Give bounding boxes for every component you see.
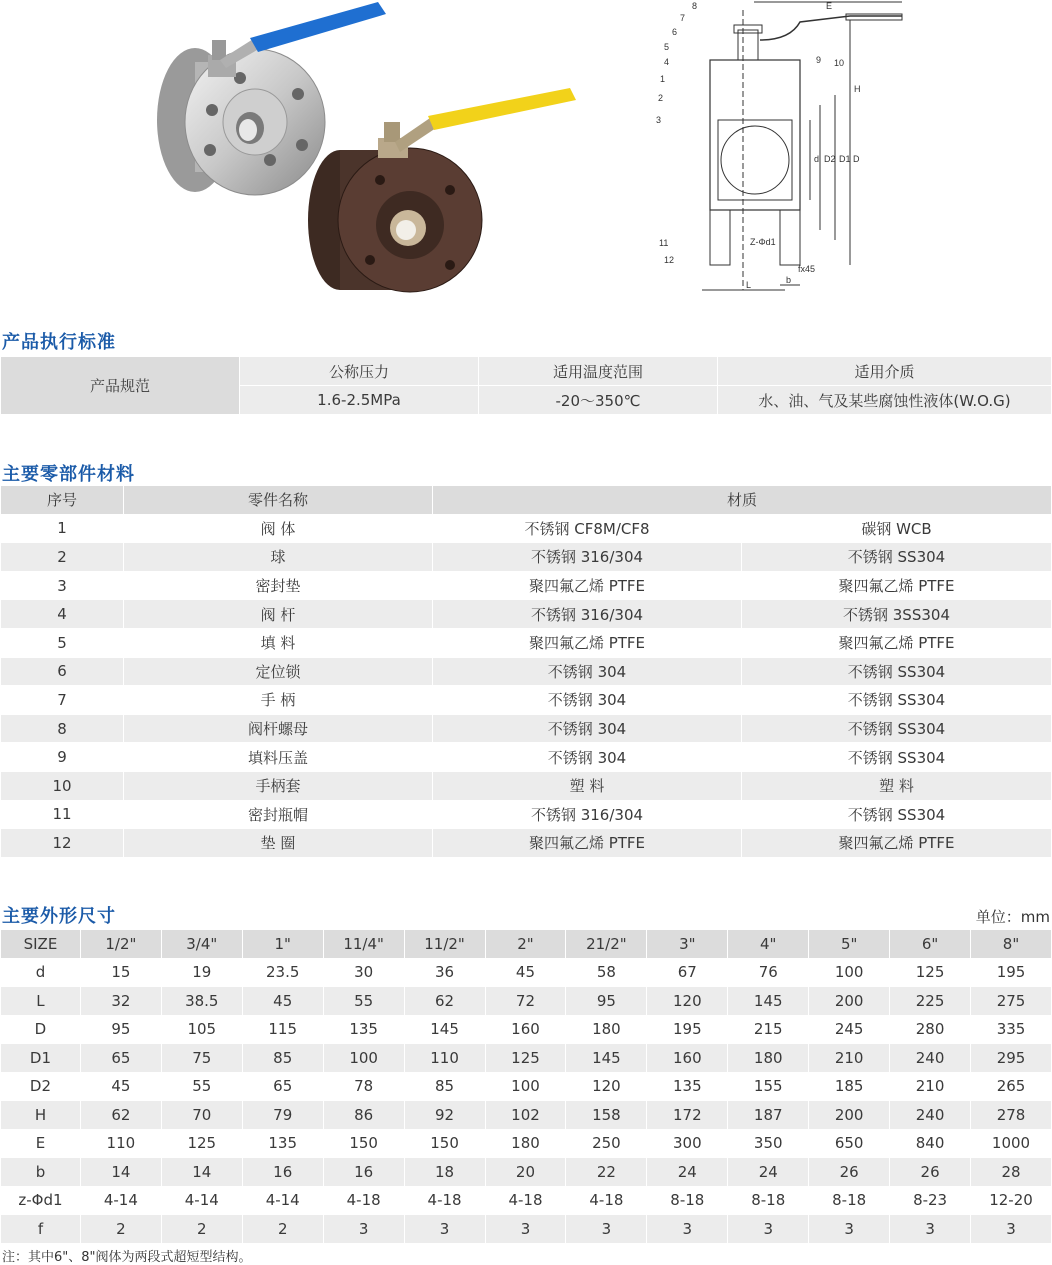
table-cell: 不锈钢 304 bbox=[547, 691, 627, 710]
table-cell: 55 bbox=[354, 991, 374, 1010]
materials-header: 序号 bbox=[46, 491, 77, 510]
table-cell: 16 bbox=[354, 1162, 374, 1181]
materials-section-title: 主要零部件材料 bbox=[2, 464, 135, 485]
table-cell: 58 bbox=[596, 963, 616, 982]
table-cell: 4-14 bbox=[265, 1191, 300, 1210]
drawing-part-label: 4 bbox=[664, 57, 670, 67]
table-row bbox=[1, 1044, 1051, 1072]
table-cell: 240 bbox=[915, 1048, 945, 1067]
materials-table bbox=[0, 485, 1052, 858]
unit-label: 单位：mm bbox=[975, 908, 1050, 926]
table-cell: 2 bbox=[57, 547, 67, 566]
dimensions-header-cell: 11/2" bbox=[424, 934, 465, 953]
table-cell: 密封瓶帽 bbox=[247, 805, 308, 824]
table-cell: 4-14 bbox=[103, 1191, 138, 1210]
table-cell: 295 bbox=[996, 1048, 1026, 1067]
table-cell: 62 bbox=[435, 991, 455, 1010]
table-cell: 55 bbox=[192, 1077, 212, 1096]
table-cell: 4 bbox=[57, 605, 67, 624]
dimensions-header-cell: 11/4" bbox=[343, 934, 384, 953]
table-cell: 335 bbox=[996, 1020, 1026, 1039]
dimensions-header-cell: 4" bbox=[760, 934, 777, 953]
table-row bbox=[1, 629, 1051, 657]
table-cell: 塑 料 bbox=[569, 777, 605, 796]
table-cell: 160 bbox=[511, 1020, 540, 1039]
table-row bbox=[1, 1158, 1051, 1186]
drawing-dim-label: L bbox=[746, 280, 752, 290]
table-cell: 45 bbox=[273, 991, 293, 1010]
table-cell: H bbox=[34, 1105, 47, 1124]
drawing-part-label: 6 bbox=[672, 27, 678, 37]
table-cell: 不锈钢 304 bbox=[547, 748, 627, 767]
table-cell: 不锈钢 SS304 bbox=[847, 691, 946, 710]
table-cell: 26 bbox=[920, 1162, 940, 1181]
table-cell: 7 bbox=[57, 690, 67, 709]
table-cell: 22 bbox=[596, 1162, 616, 1181]
table-cell: 聚四氟乙烯 PTFE bbox=[838, 634, 955, 653]
table-cell: 250 bbox=[592, 1134, 621, 1153]
drawing-part-label: 8 bbox=[692, 1, 698, 11]
table-cell: 210 bbox=[834, 1048, 864, 1067]
table-cell: 6 bbox=[57, 662, 67, 681]
table-cell: 85 bbox=[435, 1077, 455, 1096]
dimensions-header-cell: SIZE bbox=[23, 934, 58, 953]
table-cell: 180 bbox=[753, 1048, 783, 1067]
table-row bbox=[1, 658, 1051, 686]
table-cell: 聚四氟乙烯 PTFE bbox=[528, 834, 646, 853]
table-cell: 不锈钢 SS304 bbox=[847, 662, 946, 681]
table-cell: 不锈钢 304 bbox=[547, 662, 627, 681]
product-images bbox=[0, 0, 1052, 310]
table-cell: 225 bbox=[915, 991, 945, 1010]
table-cell: 110 bbox=[430, 1048, 459, 1067]
drawing-part-label: 7 bbox=[680, 13, 686, 23]
table-cell: 24 bbox=[677, 1162, 697, 1181]
table-cell: 215 bbox=[753, 1020, 783, 1039]
table-cell: 280 bbox=[915, 1020, 945, 1039]
table-cell: 145 bbox=[753, 991, 783, 1010]
valve-section-drawing bbox=[650, 0, 910, 300]
table-cell: 4-18 bbox=[508, 1191, 543, 1210]
table-cell: 38.5 bbox=[185, 991, 219, 1010]
drawing-part-label: 12 bbox=[664, 255, 675, 265]
table-cell: 45 bbox=[515, 963, 536, 982]
table-cell: 3 bbox=[57, 576, 67, 595]
table-cell: 填料压盖 bbox=[247, 748, 308, 767]
table-cell: 4-14 bbox=[184, 1191, 219, 1210]
drawing-dim-label: D2 bbox=[824, 154, 836, 164]
table-cell: 3 bbox=[925, 1219, 935, 1238]
table-cell: 2 bbox=[197, 1219, 207, 1238]
table-cell: 86 bbox=[354, 1105, 374, 1124]
table-cell: 32 bbox=[111, 991, 131, 1010]
table-cell: 手柄套 bbox=[255, 777, 301, 796]
table-cell: 不锈钢 SS304 bbox=[847, 720, 946, 739]
drawing-part-label: 2 bbox=[658, 93, 664, 103]
table-cell: 195 bbox=[996, 963, 1026, 982]
table-cell: 92 bbox=[435, 1105, 455, 1124]
table-cell: 不锈钢 3SS304 bbox=[843, 605, 950, 624]
table-cell: 填 料 bbox=[260, 634, 296, 653]
table-row bbox=[1, 959, 1051, 987]
drawing-dim-label: D bbox=[853, 154, 860, 164]
drawing-dim-label: d bbox=[814, 154, 820, 164]
table-cell: 4-18 bbox=[346, 1191, 381, 1210]
table-cell: 85 bbox=[273, 1048, 293, 1067]
table-cell: 8-18 bbox=[832, 1191, 867, 1210]
standard-value: -20～350℃ bbox=[479, 386, 717, 414]
table-cell: 185 bbox=[834, 1077, 864, 1096]
table-cell: 155 bbox=[753, 1077, 783, 1096]
table-cell: 95 bbox=[111, 1020, 131, 1039]
table-cell: 275 bbox=[996, 991, 1026, 1010]
table-cell: 75 bbox=[192, 1048, 212, 1067]
table-cell: 10 bbox=[52, 776, 72, 795]
drawing-dim-label: D1 bbox=[839, 154, 851, 164]
table-cell: 180 bbox=[592, 1020, 621, 1039]
table-cell: 135 bbox=[268, 1134, 298, 1153]
table-cell: 23.5 bbox=[266, 963, 300, 982]
table-cell: 67 bbox=[677, 963, 697, 982]
table-cell: 18 bbox=[435, 1162, 455, 1181]
table-cell: 12-20 bbox=[989, 1191, 1033, 1210]
table-cell: 3 bbox=[682, 1219, 693, 1238]
table-cell: 278 bbox=[996, 1105, 1026, 1124]
carbon-valve-photo bbox=[300, 80, 590, 300]
table-cell: 265 bbox=[996, 1077, 1026, 1096]
table-cell: 72 bbox=[515, 991, 536, 1010]
table-cell: 100 bbox=[834, 963, 864, 982]
table-cell: 195 bbox=[673, 1020, 702, 1039]
table-cell: 45 bbox=[111, 1077, 131, 1096]
table-cell: 垫 圈 bbox=[260, 834, 296, 853]
table-cell: 8-18 bbox=[670, 1191, 705, 1210]
table-cell: 19 bbox=[192, 963, 212, 982]
drawing-part-label: 5 bbox=[664, 42, 670, 52]
drawing-part-label: 3 bbox=[656, 115, 662, 125]
table-cell: 200 bbox=[834, 991, 864, 1010]
table-cell: 不锈钢 SS304 bbox=[847, 748, 946, 767]
table-cell: 110 bbox=[106, 1134, 136, 1153]
table-cell: 阀 杆 bbox=[260, 605, 296, 624]
table-cell: 不锈钢 316/304 bbox=[530, 805, 644, 824]
table-cell: 1000 bbox=[991, 1134, 1031, 1153]
table-cell: 145 bbox=[592, 1048, 621, 1067]
table-cell: 8-18 bbox=[751, 1191, 786, 1210]
table-row bbox=[1, 1101, 1051, 1129]
table-cell: 3 bbox=[1006, 1219, 1016, 1238]
table-cell: 245 bbox=[834, 1020, 864, 1039]
table-cell: 15 bbox=[111, 963, 131, 982]
materials-header: 零件名称 bbox=[247, 491, 308, 510]
table-cell: 球 bbox=[270, 548, 286, 567]
table-cell: L bbox=[36, 991, 45, 1010]
table-cell: 14 bbox=[192, 1162, 212, 1181]
table-cell: 78 bbox=[354, 1077, 374, 1096]
table-cell: 聚四氟乙烯 PTFE bbox=[528, 577, 646, 596]
table-cell: E bbox=[35, 1134, 46, 1153]
table-cell: 3 bbox=[844, 1219, 854, 1238]
footnote: 注：其中6"、8"阀体为两段式超短型结构。 bbox=[2, 1250, 252, 1265]
table-cell: 100 bbox=[511, 1077, 540, 1096]
standard-table bbox=[0, 356, 1052, 415]
dimensions-header-cell: 8" bbox=[1002, 934, 1020, 953]
materials-header: 材质 bbox=[726, 491, 757, 510]
table-cell: 102 bbox=[511, 1105, 540, 1124]
table-cell: 不锈钢 316/304 bbox=[530, 605, 644, 624]
drawing-dim-label: fx45 bbox=[798, 264, 816, 274]
table-cell: 65 bbox=[111, 1048, 131, 1067]
table-cell: 手 柄 bbox=[260, 691, 296, 710]
table-cell: 125 bbox=[915, 963, 945, 982]
table-cell: 105 bbox=[187, 1020, 217, 1039]
table-cell: 11 bbox=[52, 805, 72, 824]
table-cell: 1 bbox=[57, 519, 67, 538]
drawing-part-label: 1 bbox=[660, 74, 666, 84]
drawing-dim-label: E bbox=[826, 1, 833, 11]
table-cell: 120 bbox=[673, 991, 702, 1010]
table-cell: 聚四氟乙烯 PTFE bbox=[838, 577, 955, 596]
table-cell: 聚四氟乙烯 PTFE bbox=[838, 834, 955, 853]
dimensions-header-cell: 5" bbox=[840, 934, 858, 953]
table-row bbox=[1, 743, 1051, 771]
table-cell: 塑 料 bbox=[879, 777, 914, 796]
drawing-dim-label: b bbox=[786, 275, 792, 285]
table-row bbox=[1, 572, 1051, 600]
standard-header: 适用介质 bbox=[718, 357, 1051, 385]
dimensions-header-row bbox=[1, 930, 1051, 958]
dimensions-header-cell: 1" bbox=[274, 934, 291, 953]
table-cell: 300 bbox=[673, 1134, 702, 1153]
table-row bbox=[1, 1073, 1051, 1101]
table-cell: 650 bbox=[834, 1134, 864, 1153]
table-cell: 4-18 bbox=[427, 1191, 462, 1210]
table-cell: 5 bbox=[57, 633, 67, 652]
dimensions-table bbox=[0, 929, 1052, 1244]
table-cell: 16 bbox=[273, 1162, 293, 1181]
table-row bbox=[1, 1187, 1051, 1215]
table-cell: 158 bbox=[592, 1105, 621, 1124]
table-cell: 115 bbox=[268, 1020, 298, 1039]
dimensions-section-title: 主要外形尺寸 bbox=[2, 906, 116, 927]
table-row bbox=[1, 543, 1051, 571]
table-cell: 100 bbox=[349, 1048, 378, 1067]
table-cell: 135 bbox=[673, 1077, 702, 1096]
table-cell: d bbox=[35, 963, 46, 982]
dimensions-header-cell: 1/2" bbox=[105, 934, 137, 953]
drawing-part-label: 10 bbox=[834, 58, 845, 68]
table-cell: 24 bbox=[758, 1162, 778, 1181]
standard-header: 公称压力 bbox=[240, 357, 478, 385]
table-cell: z-Φd1 bbox=[18, 1191, 63, 1210]
standard-section-title: 产品执行标准 bbox=[2, 332, 116, 353]
standard-row-header: 产品规范 bbox=[1, 357, 239, 414]
drawing-part-label: 11 bbox=[659, 238, 669, 248]
table-cell: 30 bbox=[354, 963, 374, 982]
table-cell: 不锈钢 SS304 bbox=[847, 805, 946, 824]
table-cell: 2 bbox=[277, 1219, 288, 1238]
table-cell: 150 bbox=[349, 1134, 378, 1153]
standard-value: 水、油、气及某些腐蚀性液体(W.O.G) bbox=[718, 386, 1051, 414]
table-cell: 不锈钢 304 bbox=[547, 720, 627, 739]
table-cell: 76 bbox=[758, 963, 778, 982]
table-cell: 840 bbox=[915, 1134, 945, 1153]
table-cell: 36 bbox=[435, 963, 455, 982]
dimensions-header-cell: 3" bbox=[679, 934, 696, 953]
table-cell: 350 bbox=[753, 1134, 783, 1153]
table-cell: 180 bbox=[511, 1134, 540, 1153]
table-cell: 定位锁 bbox=[255, 662, 301, 681]
standard-value: 1.6-2.5MPa bbox=[240, 386, 478, 414]
table-cell: 8-23 bbox=[913, 1191, 948, 1210]
table-cell: 135 bbox=[349, 1020, 378, 1039]
table-cell: 阀杆螺母 bbox=[247, 720, 308, 739]
table-cell: 20 bbox=[515, 1162, 536, 1181]
table-cell: 不锈钢 CF8M/CF8 bbox=[524, 519, 650, 538]
table-cell: 65 bbox=[273, 1077, 293, 1096]
table-cell: 172 bbox=[673, 1105, 702, 1124]
table-cell: 200 bbox=[834, 1105, 864, 1124]
table-cell: 125 bbox=[187, 1134, 217, 1153]
table-row bbox=[1, 829, 1051, 857]
drawing-part-label: 9 bbox=[816, 55, 822, 65]
table-cell: 9 bbox=[57, 748, 67, 767]
table-cell: D2 bbox=[29, 1077, 51, 1096]
table-cell: 14 bbox=[111, 1162, 131, 1181]
table-cell: 28 bbox=[1001, 1162, 1021, 1181]
table-row bbox=[1, 686, 1051, 714]
drawing-dim-label: Z-Φd1 bbox=[750, 237, 776, 247]
table-row bbox=[1, 772, 1051, 800]
table-row bbox=[1, 801, 1051, 829]
table-cell: 3 bbox=[601, 1219, 612, 1238]
table-row bbox=[1, 515, 1051, 543]
table-cell: 145 bbox=[430, 1020, 459, 1039]
table-cell: f bbox=[37, 1219, 44, 1238]
table-cell: 150 bbox=[430, 1134, 459, 1153]
table-row bbox=[1, 987, 1051, 1015]
table-cell: 2 bbox=[116, 1219, 126, 1238]
table-cell: 不锈钢 316/304 bbox=[530, 548, 644, 567]
table-cell: 3 bbox=[439, 1219, 450, 1238]
table-cell: 不锈钢 SS304 bbox=[847, 548, 946, 567]
dimensions-header-cell: 6" bbox=[921, 934, 939, 953]
table-cell: 12 bbox=[52, 833, 72, 852]
table-cell: 26 bbox=[839, 1162, 859, 1181]
table-cell: 8 bbox=[57, 719, 67, 738]
table-cell: 125 bbox=[511, 1048, 540, 1067]
table-cell: b bbox=[35, 1162, 46, 1181]
table-cell: 聚四氟乙烯 PTFE bbox=[528, 634, 646, 653]
table-row bbox=[1, 1215, 1051, 1243]
table-row bbox=[1, 715, 1051, 743]
table-cell: 240 bbox=[915, 1105, 945, 1124]
dimensions-header-cell: 21/2" bbox=[586, 934, 627, 953]
table-row bbox=[1, 1016, 1051, 1044]
table-cell: 210 bbox=[915, 1077, 945, 1096]
table-cell: 3 bbox=[520, 1219, 531, 1238]
table-row bbox=[1, 600, 1051, 628]
table-cell: 79 bbox=[273, 1105, 293, 1124]
table-cell: 120 bbox=[592, 1077, 621, 1096]
table-cell: 160 bbox=[673, 1048, 702, 1067]
table-cell: 3 bbox=[763, 1219, 774, 1238]
table-cell: 95 bbox=[596, 991, 616, 1010]
table-cell: D1 bbox=[29, 1048, 51, 1067]
table-cell: 4-18 bbox=[589, 1191, 624, 1210]
standard-header: 适用温度范围 bbox=[479, 357, 717, 385]
table-cell: D bbox=[34, 1020, 47, 1039]
dimensions-header-cell: 3/4" bbox=[186, 934, 218, 953]
table-cell: 阀 体 bbox=[260, 519, 296, 538]
table-cell: 62 bbox=[111, 1105, 131, 1124]
table-cell: 187 bbox=[753, 1105, 783, 1124]
table-cell: 密封垫 bbox=[255, 577, 301, 596]
dimensions-header-cell: 2" bbox=[517, 934, 534, 953]
table-row bbox=[1, 1130, 1051, 1158]
table-cell: 3 bbox=[358, 1219, 369, 1238]
drawing-dim-label: H bbox=[854, 84, 861, 94]
table-cell: 碳钢 WCB bbox=[861, 519, 932, 538]
table-cell: 70 bbox=[192, 1105, 212, 1124]
